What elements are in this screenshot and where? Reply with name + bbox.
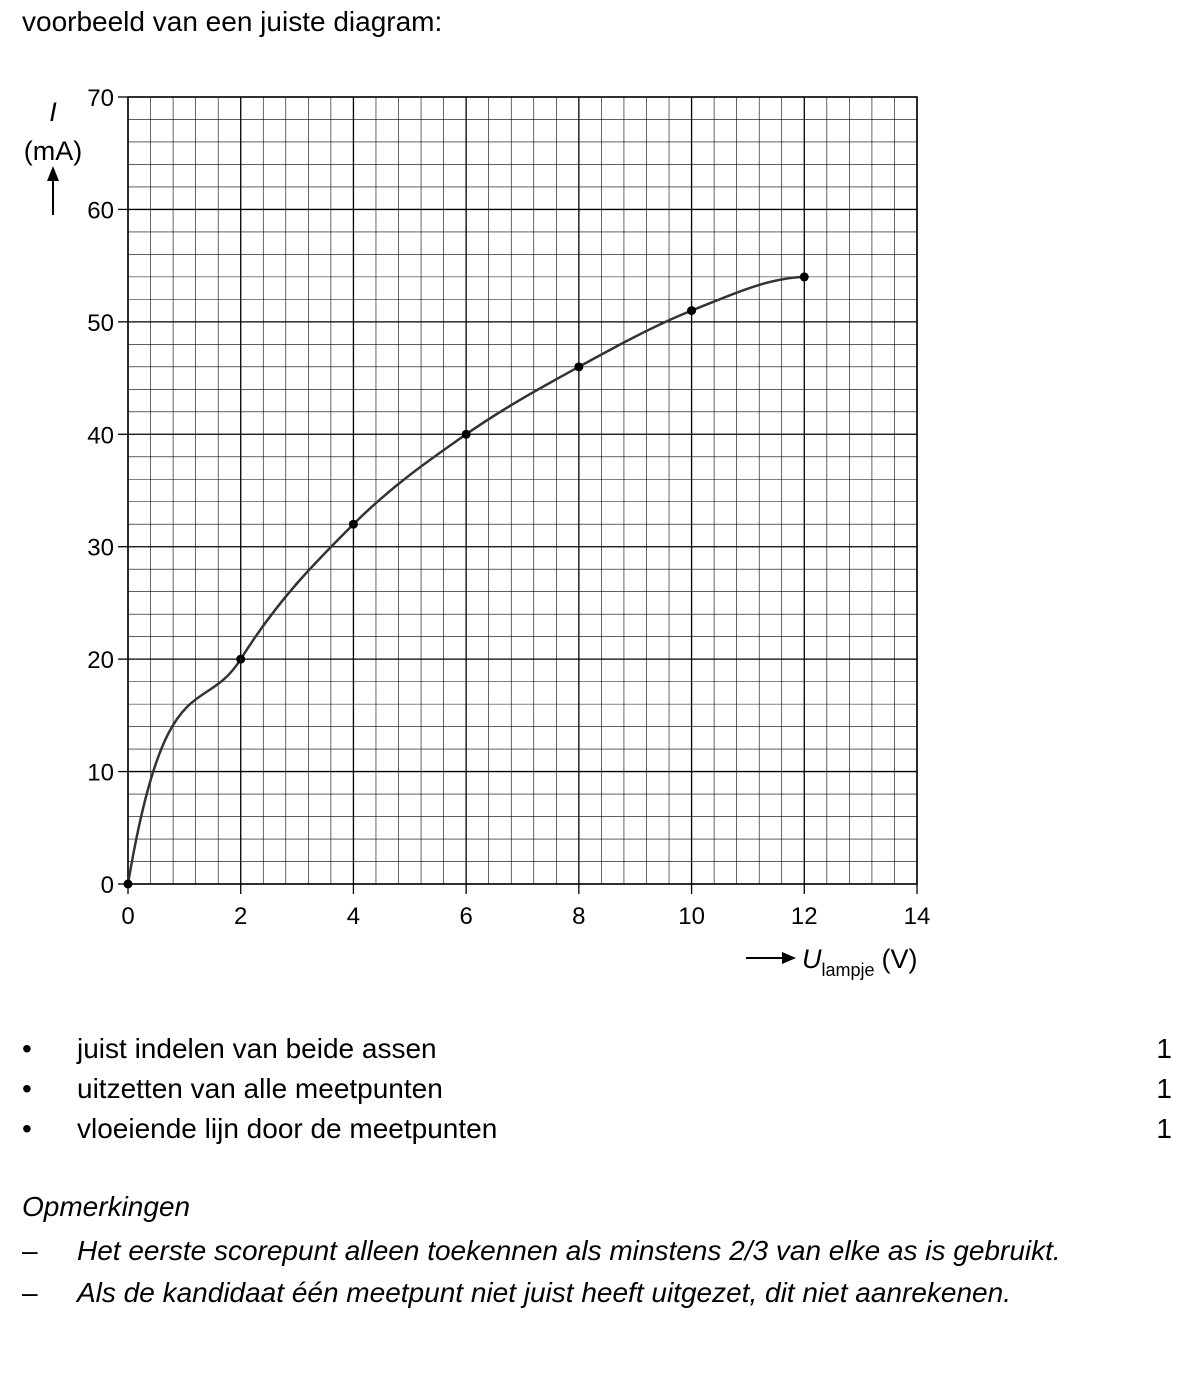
y-tick-label: 40 (87, 422, 114, 450)
dash-icon: – (22, 1277, 38, 1308)
x-tick-label: 2 (234, 903, 248, 930)
bullet-icon: • (22, 1113, 32, 1144)
current-voltage-chart (0, 60, 960, 995)
y-tick-label: 70 (87, 85, 114, 112)
data-point (462, 430, 471, 439)
criterion-text: juist indelen van beide assen (77, 1033, 437, 1064)
chart-grid (128, 97, 917, 884)
bullet-icon: • (22, 1033, 32, 1064)
x-axis-label (802, 944, 918, 980)
bullet-icon: • (22, 1073, 32, 1104)
criterion-item (0, 1071, 1180, 1111)
criterion-points: 1 (1156, 1033, 1172, 1064)
y-tick-label: 30 (87, 534, 114, 562)
x-axis-arrow (746, 952, 796, 964)
scoring-criteria-list (0, 1031, 1180, 1151)
data-point (349, 520, 358, 529)
criterion-text: uitzetten van alle meetpunten (77, 1073, 443, 1104)
y-tick-label: 20 (87, 647, 114, 675)
x-tick-label: 6 (459, 903, 473, 930)
data-point (124, 880, 133, 889)
data-point (687, 306, 696, 315)
y-axis-arrow (47, 166, 59, 215)
x-tick-label: 14 (903, 903, 931, 930)
x-tick-label: 8 (572, 903, 586, 930)
data-point (574, 362, 583, 371)
x-tick-label: 10 (678, 903, 705, 930)
criterion-text: vloeiende lijn door de meetpunten (77, 1113, 498, 1144)
x-axis-subscript: lampje (821, 960, 875, 980)
y-axis-symbol: I (49, 97, 57, 127)
remark-item (0, 1231, 1180, 1271)
data-point (236, 655, 245, 664)
y-axis-unit: (mA) (23, 136, 83, 166)
x-tick-labels (121, 884, 930, 930)
remarks-list (0, 1231, 1180, 1315)
x-axis-symbol: U (802, 944, 822, 974)
intro-text: voorbeeld van een juiste diagram: (22, 6, 443, 37)
y-tick-label: 0 (100, 872, 114, 899)
y-tick-label: 50 (87, 309, 114, 337)
y-tick-labels (87, 85, 128, 899)
remark-text: Het eerste scorepunt alleen toekennen als minstens 2/3 van elke as is gebruikt. (77, 1235, 1061, 1266)
criterion-points: 1 (1156, 1073, 1172, 1104)
criterion-item (0, 1031, 1180, 1071)
dash-icon: – (22, 1235, 38, 1266)
x-tick-label: 4 (346, 903, 361, 930)
plot-frame (128, 97, 917, 884)
x-axis-unit: (V) (881, 944, 918, 974)
criterion-points: 1 (1156, 1113, 1172, 1144)
y-tick-label: 60 (87, 197, 114, 225)
data-point (800, 272, 809, 281)
x-tick-label: 12 (790, 903, 818, 930)
remarks-title: Opmerkingen (22, 1191, 191, 1222)
x-tick-label: 0 (121, 903, 135, 930)
y-tick-label: 10 (87, 759, 114, 787)
remark-item (0, 1273, 1180, 1313)
remark-text: Als de kandidaat één meetpunt niet juist heeft uitgezet, dit niet aanrekenen. (77, 1277, 1011, 1308)
criterion-item (0, 1111, 1180, 1151)
